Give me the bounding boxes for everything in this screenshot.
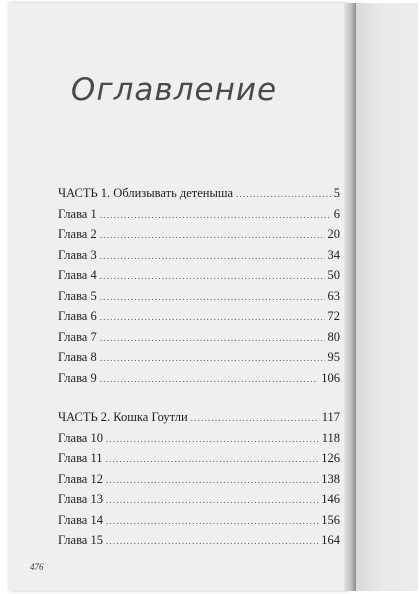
toc-entry-part-1[interactable] bbox=[58, 183, 340, 204]
toc-entry-page: 63 bbox=[327, 288, 340, 303]
toc-entry-page: 126 bbox=[321, 451, 340, 465]
toc-entry-chapter-8[interactable] bbox=[58, 347, 340, 368]
leader-dots bbox=[100, 287, 325, 308]
toc-entry-label: Глава 9 bbox=[58, 370, 97, 385]
toc-entry-page: 50 bbox=[327, 268, 340, 282]
toc-entry-chapter-13[interactable] bbox=[58, 489, 340, 510]
page-title: Оглавление bbox=[70, 72, 278, 108]
toc-entry-page: 164 bbox=[321, 533, 340, 547]
toc-entry-label: Глава 4 bbox=[58, 268, 97, 282]
toc-entry-page: 5 bbox=[333, 186, 340, 200]
toc-entry-page: 95 bbox=[327, 350, 340, 364]
toc-entry-chapter-11[interactable] bbox=[58, 448, 340, 469]
toc-entry-label: Глава 7 bbox=[58, 329, 97, 344]
toc-entry-label: Глава 1 bbox=[58, 206, 97, 221]
toc-entry-chapter-3[interactable] bbox=[58, 245, 340, 266]
toc-entry-chapter-14[interactable] bbox=[58, 510, 340, 531]
leader-dots bbox=[100, 225, 325, 246]
toc-entry-page: 80 bbox=[327, 329, 340, 344]
toc-entry-label: Глава 2 bbox=[58, 227, 97, 241]
leader-dots bbox=[100, 266, 325, 287]
toc-entry-chapter-6[interactable] bbox=[58, 306, 340, 327]
leader-dots bbox=[100, 307, 325, 328]
toc-entry-page: 72 bbox=[327, 309, 340, 323]
leader-dots bbox=[100, 348, 325, 369]
toc-entry-chapter-15[interactable] bbox=[58, 530, 340, 551]
toc-entry-label: Глава 11 bbox=[58, 451, 103, 465]
leader-dots bbox=[100, 328, 325, 349]
toc-entry-label: ЧАСТЬ 1. Облизывать детеныша bbox=[58, 186, 234, 200]
toc-entry-label: Глава 3 bbox=[58, 247, 97, 262]
toc-entry-label: ЧАСТЬ 2. Кошка Гоутли bbox=[58, 410, 188, 424]
toc-entry-chapter-4[interactable] bbox=[58, 265, 340, 286]
toc-entry-page: 156 bbox=[321, 512, 340, 527]
toc-part-1 bbox=[58, 183, 340, 388]
toc-entry-label: Глава 5 bbox=[58, 288, 97, 303]
leader-dots bbox=[106, 531, 318, 552]
toc-entry-label: Глава 15 bbox=[58, 533, 103, 547]
toc-entry-page: 6 bbox=[333, 206, 340, 221]
leader-dots bbox=[106, 449, 319, 470]
leader-dots bbox=[100, 205, 331, 226]
leader-dots bbox=[236, 184, 331, 205]
toc-entry-label: Глава 8 bbox=[58, 350, 97, 364]
toc-part-2 bbox=[58, 407, 340, 551]
toc-entry-page: 106 bbox=[321, 370, 340, 385]
leader-dots bbox=[100, 246, 325, 267]
toc-entry-label: Глава 14 bbox=[58, 512, 103, 527]
book-right-page-edge bbox=[356, 3, 418, 591]
section-gap bbox=[58, 388, 340, 407]
toc-entry-chapter-2[interactable] bbox=[58, 224, 340, 245]
leader-dots bbox=[106, 470, 318, 491]
toc-entry-label: Глава 13 bbox=[58, 492, 103, 506]
leader-dots bbox=[191, 408, 319, 429]
page-number: 476 bbox=[30, 562, 44, 572]
toc-entry-chapter-10[interactable] bbox=[58, 428, 340, 449]
toc-entry-chapter-1[interactable] bbox=[58, 204, 340, 225]
toc-entry-part-2[interactable] bbox=[58, 407, 340, 428]
toc-entry-label: Глава 6 bbox=[58, 309, 97, 323]
toc-entry-page: 146 bbox=[321, 492, 340, 506]
toc-entry-page: 34 bbox=[327, 247, 340, 262]
toc-entry-chapter-9[interactable] bbox=[58, 368, 340, 389]
leader-dots bbox=[106, 490, 318, 511]
toc-entry-chapter-12[interactable] bbox=[58, 469, 340, 490]
leader-dots bbox=[100, 369, 319, 390]
leader-dots bbox=[106, 511, 318, 532]
toc-entry-page: 138 bbox=[321, 471, 340, 486]
leader-dots bbox=[106, 429, 319, 450]
toc-entry-page: 117 bbox=[321, 410, 340, 424]
toc-entry-chapter-5[interactable] bbox=[58, 286, 340, 307]
table-of-contents bbox=[58, 183, 340, 551]
toc-entry-page: 20 bbox=[327, 227, 340, 241]
toc-entry-page: 118 bbox=[321, 430, 340, 445]
toc-entry-label: Глава 12 bbox=[58, 471, 103, 486]
toc-entry-chapter-7[interactable] bbox=[58, 327, 340, 348]
toc-entry-label: Глава 10 bbox=[58, 430, 103, 445]
